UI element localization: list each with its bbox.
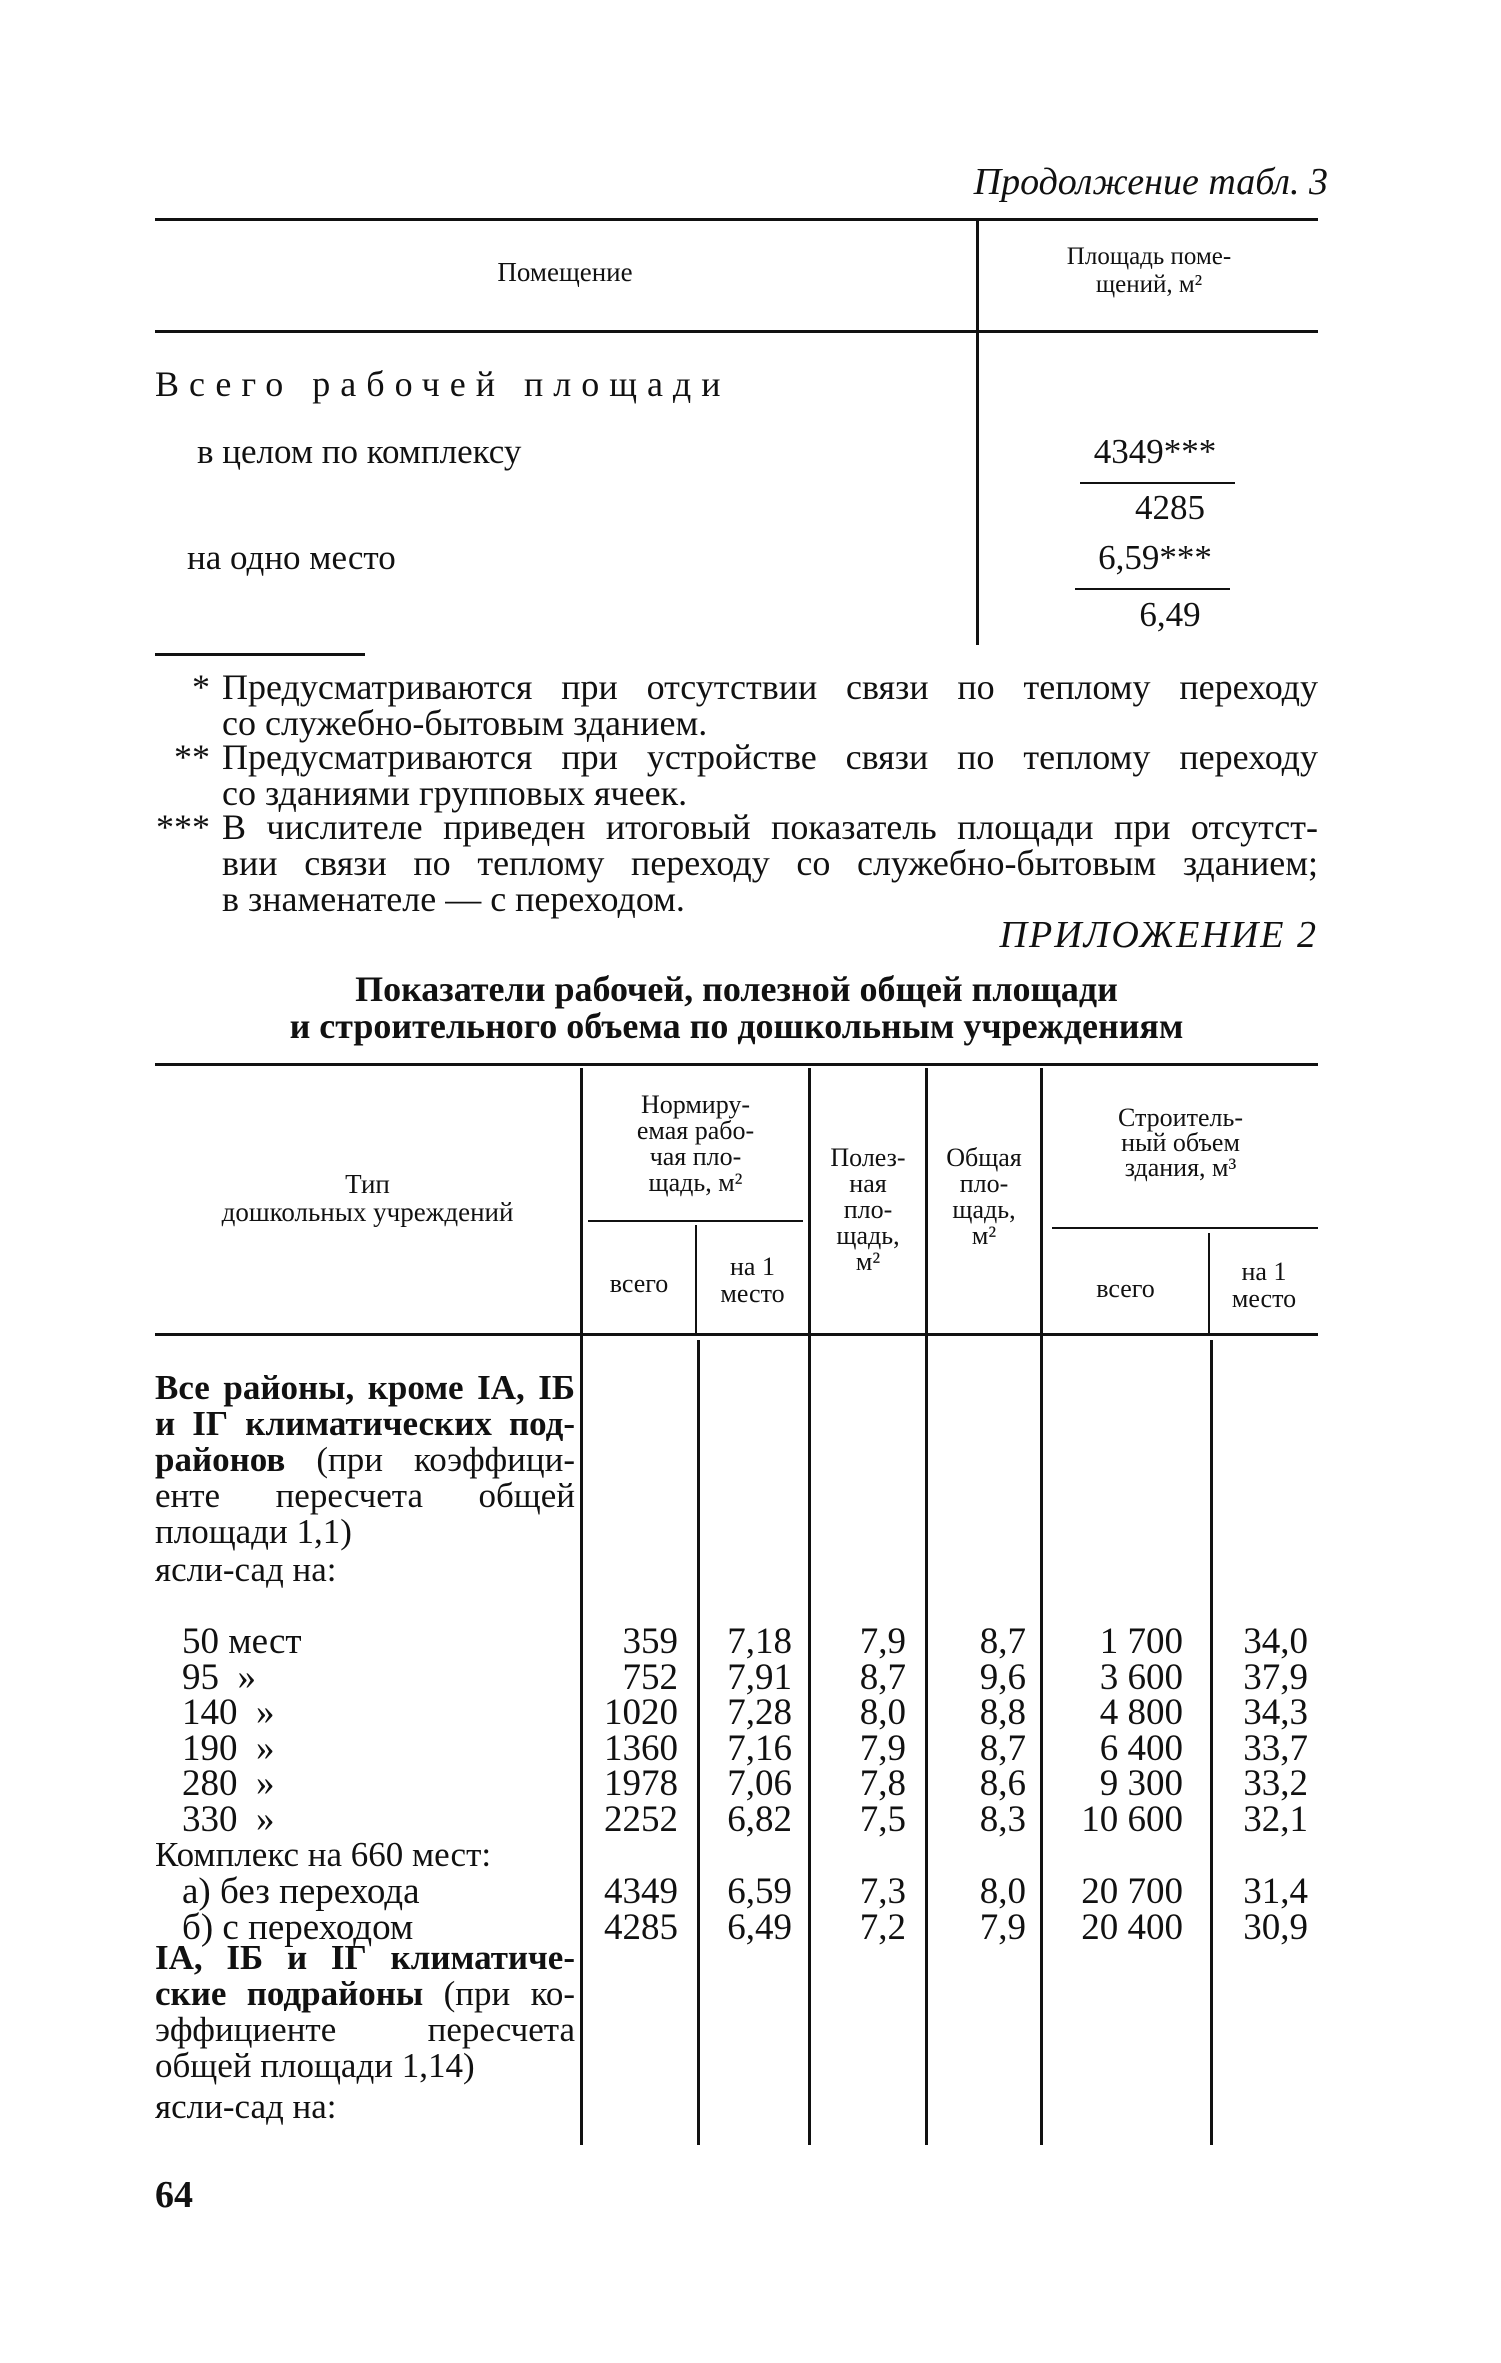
table3-row-numerator: 6,59*** xyxy=(1098,538,1212,577)
cell-volume-per-place: 32,1 xyxy=(1243,1798,1308,1840)
table3-header-room: Помещение xyxy=(497,257,633,287)
cell-volume-per-place: 34,0 xyxy=(1243,1621,1308,1662)
cell-volume-per-place: 30,9 xyxy=(1243,1906,1308,1948)
continuation-label: Продолжение табл. 3 xyxy=(973,161,1328,203)
cell-total-area: 8,0 xyxy=(979,1871,1026,1912)
cell-volume-all: 6 400 xyxy=(1099,1727,1183,1769)
header-volume-all: всего xyxy=(1096,1274,1155,1303)
cell-total-area: 8,8 xyxy=(979,1692,1026,1733)
cell-volume-per-place: 33,2 xyxy=(1243,1763,1308,1804)
cell-useful-area: 7,8 xyxy=(859,1763,906,1804)
section-heading-bold: IA, IБ и IГ климатиче-ские подрайоны xyxy=(155,1938,575,2013)
cell-volume-per-place: 33,7 xyxy=(1243,1727,1308,1769)
cell-norm-per-place: 6,82 xyxy=(727,1798,792,1840)
header-norm-all: всего xyxy=(609,1269,669,1298)
row-label: б) с переходом xyxy=(182,1906,414,1948)
cell-volume-all: 4 800 xyxy=(1099,1692,1183,1733)
header-total-area: Общая пло- щадь, м² xyxy=(946,1143,1022,1250)
cell-norm-all: 4285 xyxy=(604,1906,678,1948)
row-label: 190 » xyxy=(182,1727,275,1769)
norm-subheader-rule xyxy=(588,1220,803,1222)
section-heading-bold: Все районы, кроме IA, IБ и IГ климатических под-районов xyxy=(155,1368,575,1479)
cell-norm-per-place: 7,16 xyxy=(727,1727,792,1769)
appendix-title: и строительного объема по дошкольным учреждениям xyxy=(289,1006,1184,1046)
cell-volume-all: 9 300 xyxy=(1099,1763,1183,1804)
section-heading-text: (при коэффици-енте пересчета общей площади 1,1) xyxy=(155,1440,575,1551)
cell-volume-all: 20 400 xyxy=(1081,1906,1183,1948)
cell-total-area: 8,7 xyxy=(979,1621,1026,1662)
section-heading-text: (при ко-эффициенте пересчета общей площади 1,14) xyxy=(155,1974,576,2085)
cell-norm-all: 1360 xyxy=(604,1727,678,1769)
volume-subheader-rule xyxy=(1052,1227,1318,1229)
cell-total-area: 8,6 xyxy=(979,1763,1026,1804)
cell-norm-all: 2252 xyxy=(604,1798,678,1840)
cell-volume-per-place: 31,4 xyxy=(1243,1871,1308,1912)
cell-volume-all: 20 700 xyxy=(1081,1871,1183,1912)
cell-total-area: 9,6 xyxy=(979,1656,1026,1698)
cell-useful-area: 8,0 xyxy=(859,1692,906,1733)
row-label: 50 мест xyxy=(182,1621,302,1662)
cell-norm-per-place: 7,18 xyxy=(727,1621,792,1662)
header-norm-per-place: на 1 место xyxy=(720,1252,785,1308)
cell-volume-all: 1 700 xyxy=(1099,1621,1183,1662)
table-header-rule xyxy=(155,1333,1318,1336)
footnote-rule xyxy=(155,653,365,656)
fraction-bar xyxy=(1075,588,1230,590)
table3-header-area: Площадь поме- щений, м² xyxy=(1066,243,1232,298)
cell-total-area: 8,7 xyxy=(979,1727,1026,1769)
table3-row-denominator: 4285 xyxy=(1135,488,1205,527)
table3-row-label: на одно место xyxy=(187,538,396,577)
cell-volume-all: 10 600 xyxy=(1081,1798,1183,1840)
footnote-line: в знаменателе — с переходом. xyxy=(222,879,685,919)
table3-row-label: в целом по комплексу xyxy=(197,432,522,471)
cell-norm-all: 752 xyxy=(622,1656,678,1698)
row-label: 280 » xyxy=(182,1763,275,1804)
footnote-mark: ** xyxy=(174,737,210,777)
header-norm-area: Нормиру- емая рабо- чая пло- щадь, м² xyxy=(636,1090,755,1197)
footnote-mark: *** xyxy=(156,807,210,847)
cell-volume-per-place: 37,9 xyxy=(1243,1656,1308,1698)
header-useful-area: Полез- ная пло- щадь, м² xyxy=(830,1143,906,1276)
footnote-line: вии связи по теплому переходу со служебно-бытовым зданием; xyxy=(222,843,1318,883)
table3-total-label: Всего рабочей площади xyxy=(155,364,731,404)
footnote-line: со служебно-бытовым зданием. xyxy=(222,703,708,743)
header-type: Тип дошкольных учреждений xyxy=(221,1169,514,1227)
footnote-line: Предусматриваются при устройстве связи по теплому переходу xyxy=(222,737,1318,777)
cell-norm-per-place: 7,06 xyxy=(727,1763,792,1804)
cell-useful-area: 7,5 xyxy=(859,1798,906,1840)
row-label: 330 » xyxy=(182,1798,275,1840)
cell-norm-per-place: 7,28 xyxy=(727,1692,792,1733)
column-divider xyxy=(1040,1068,1043,2145)
appendix-label: ПРИЛОЖЕНИЕ 2 xyxy=(999,914,1318,956)
section-heading xyxy=(155,1940,575,2084)
table3-column-divider xyxy=(976,218,979,645)
cell-useful-area: 7,3 xyxy=(859,1871,906,1912)
cell-useful-area: 8,7 xyxy=(859,1656,906,1698)
cell-volume-per-place: 34,3 xyxy=(1243,1692,1308,1733)
table3-row-numerator: 4349*** xyxy=(1093,432,1217,471)
cell-norm-all: 1020 xyxy=(604,1692,678,1733)
cell-norm-per-place: 7,91 xyxy=(727,1656,792,1698)
cell-useful-area: 7,9 xyxy=(859,1621,906,1662)
cell-norm-all: 359 xyxy=(622,1621,678,1662)
cell-norm-all: 4349 xyxy=(604,1871,678,1912)
section-subheading: ясли-сад на: xyxy=(155,2087,337,2126)
page-number: 64 xyxy=(155,2174,193,2216)
table3-header-rule xyxy=(155,330,1318,333)
footnote-mark: * xyxy=(192,667,210,707)
footnote-line: Предусматриваются при отсутствии связи по теплому переходу xyxy=(222,667,1318,707)
footnote-line: со зданиями групповых ячеек. xyxy=(222,773,688,813)
cell-volume-all: 3 600 xyxy=(1099,1656,1183,1698)
cell-norm-all: 1978 xyxy=(604,1763,678,1804)
cell-norm-per-place: 6,49 xyxy=(727,1906,792,1948)
section-heading xyxy=(155,1370,575,1550)
section-subheading: ясли-сад на: xyxy=(155,1550,337,1589)
table3-row-denominator: 6,49 xyxy=(1139,595,1201,634)
header-build-volume: Строитель- ный объем здания, м³ xyxy=(1118,1103,1243,1182)
row-label: а) без перехода xyxy=(182,1871,420,1912)
cell-useful-area: 7,9 xyxy=(859,1727,906,1769)
cell-total-area: 7,9 xyxy=(979,1906,1026,1948)
table-top-rule xyxy=(155,1063,1318,1066)
column-divider xyxy=(580,1068,583,2145)
row-label: 140 » xyxy=(182,1692,275,1733)
row-label: 95 » xyxy=(182,1656,256,1698)
fraction-bar xyxy=(1080,482,1235,484)
table3-top-rule xyxy=(155,218,1318,221)
header-volume-per-place: на 1 место xyxy=(1231,1257,1297,1313)
complex-label: Комплекс на 660 мест: xyxy=(155,1835,492,1874)
footnote-line: В числителе приведен итоговый показатель площади при отсутст- xyxy=(222,807,1318,847)
cell-norm-per-place: 6,59 xyxy=(727,1871,792,1912)
cell-useful-area: 7,2 xyxy=(859,1906,906,1948)
appendix-title: Показатели рабочей, полезной общей площади xyxy=(355,969,1118,1009)
cell-total-area: 8,3 xyxy=(979,1798,1026,1840)
